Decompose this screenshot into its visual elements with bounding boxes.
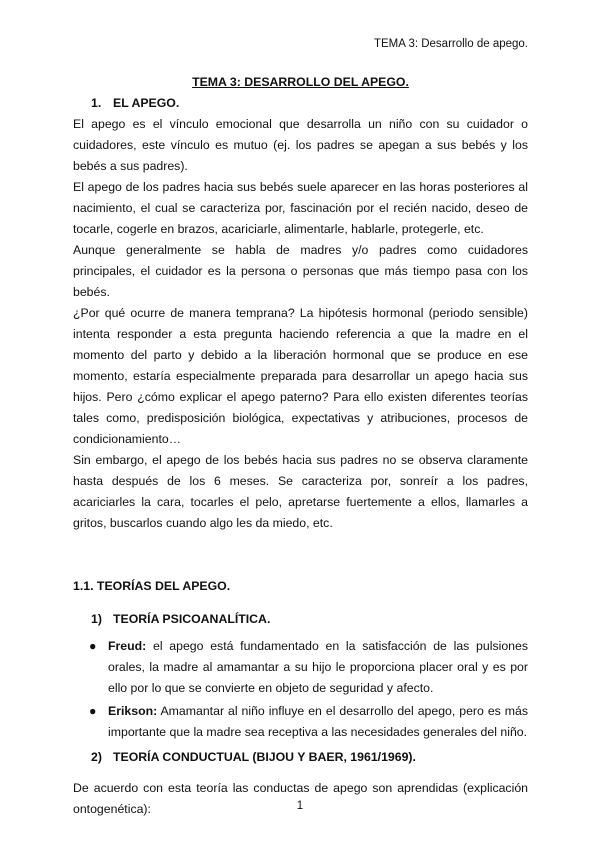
page-number: 1 [296, 800, 304, 812]
bullet-text: el apego está fundamentado en la satisfacción de las pulsiones orales, la madre al amamantar a su hijo le proporciona placer oral y es por ello por lo que se convierte en objeto de seguridad y afecto. [108, 639, 528, 695]
section-heading [91, 93, 528, 114]
theory-title: TEORÍA CONDUCTUAL (BIJOU Y BAER, 1961/1969). [113, 750, 416, 764]
subsection-heading: 1.1. TEORÍAS DEL APEGO. [73, 579, 231, 593]
document-body [73, 72, 528, 820]
theory-heading [91, 747, 528, 768]
paragraph: El apego de los padres hacia sus bebés suele aparecer en las horas posteriores al nacimiento, el cual se caracteriza por, fascinación por el recién nacido, deseo de tocarle, cogerle en brazos, acariciarle, alimentarle, hablarle, protegerle, etc. [73, 180, 528, 236]
author-name: Freud: [108, 639, 147, 653]
list-item [73, 636, 528, 699]
theory-title: TEORÍA PSICOANALÍTICA. [113, 612, 271, 626]
theory-number: 2) [91, 750, 102, 764]
spacer [73, 534, 528, 576]
paragraph: El apego es el vínculo emocional que desarrolla un niño con su cuidador o cuidadores, este vínculo es mutuo (ej. los padres se apegan a sus bebés y los bebés a sus padres). [73, 117, 528, 173]
theory-bullet-list [73, 636, 528, 743]
paragraph: Sin embargo, el apego de los bebés hacia sus padres no se observa claramente hasta después de los 6 meses. Se caracteriza por, sonreír a los padres, acariciarles la cara, tocarles el pelo, apretarse fuertemente a ellos, llamarles a gritos, buscarlos cuando algo les da miedo, etc. [73, 453, 528, 530]
section-number: 1. [91, 96, 102, 110]
theory-heading [91, 609, 528, 630]
paragraph: ¿Por qué ocurre de manera temprana? La hipótesis hormonal (periodo sensible) intenta responder a esta pregunta haciendo referencia a que la madre en el momento del parto y debido a la liberación hormonal que se produce en ese momento, estaría especialmente preparada para desarrollar un apego hacia sus hijos. Pero ¿cómo explicar el apego paterno? Para ello existen diferentes teorías tales como, predisposición biológica, expectativas y atribuciones, procesos de condicionamiento… [73, 306, 528, 446]
theory-number: 1) [91, 612, 102, 626]
list-item [73, 701, 528, 743]
author-name: Erikson: [108, 704, 158, 718]
bullet-icon: ● [89, 639, 97, 653]
document-title: TEMA 3: DESARROLLO DEL APEGO. [192, 75, 409, 89]
page-header: TEMA 3: Desarrollo de apego. [373, 38, 528, 50]
paragraph: De acuerdo con esta teoría las conductas de apego son aprendidas (explicación ontogenética): [73, 781, 528, 816]
paragraph: Aunque generalmente se habla de madres y/o padres como cuidadores principales, el cuidador es la persona o personas que más tiempo pasa con los bebés. [73, 243, 528, 299]
bullet-icon: ● [89, 704, 97, 718]
bullet-text: Amamantar al niño influye en el desarrollo del apego, pero es más importante que la madre sea receptiva a las necesidades generales del niño. [108, 704, 528, 739]
section-title: EL APEGO. [113, 96, 180, 110]
